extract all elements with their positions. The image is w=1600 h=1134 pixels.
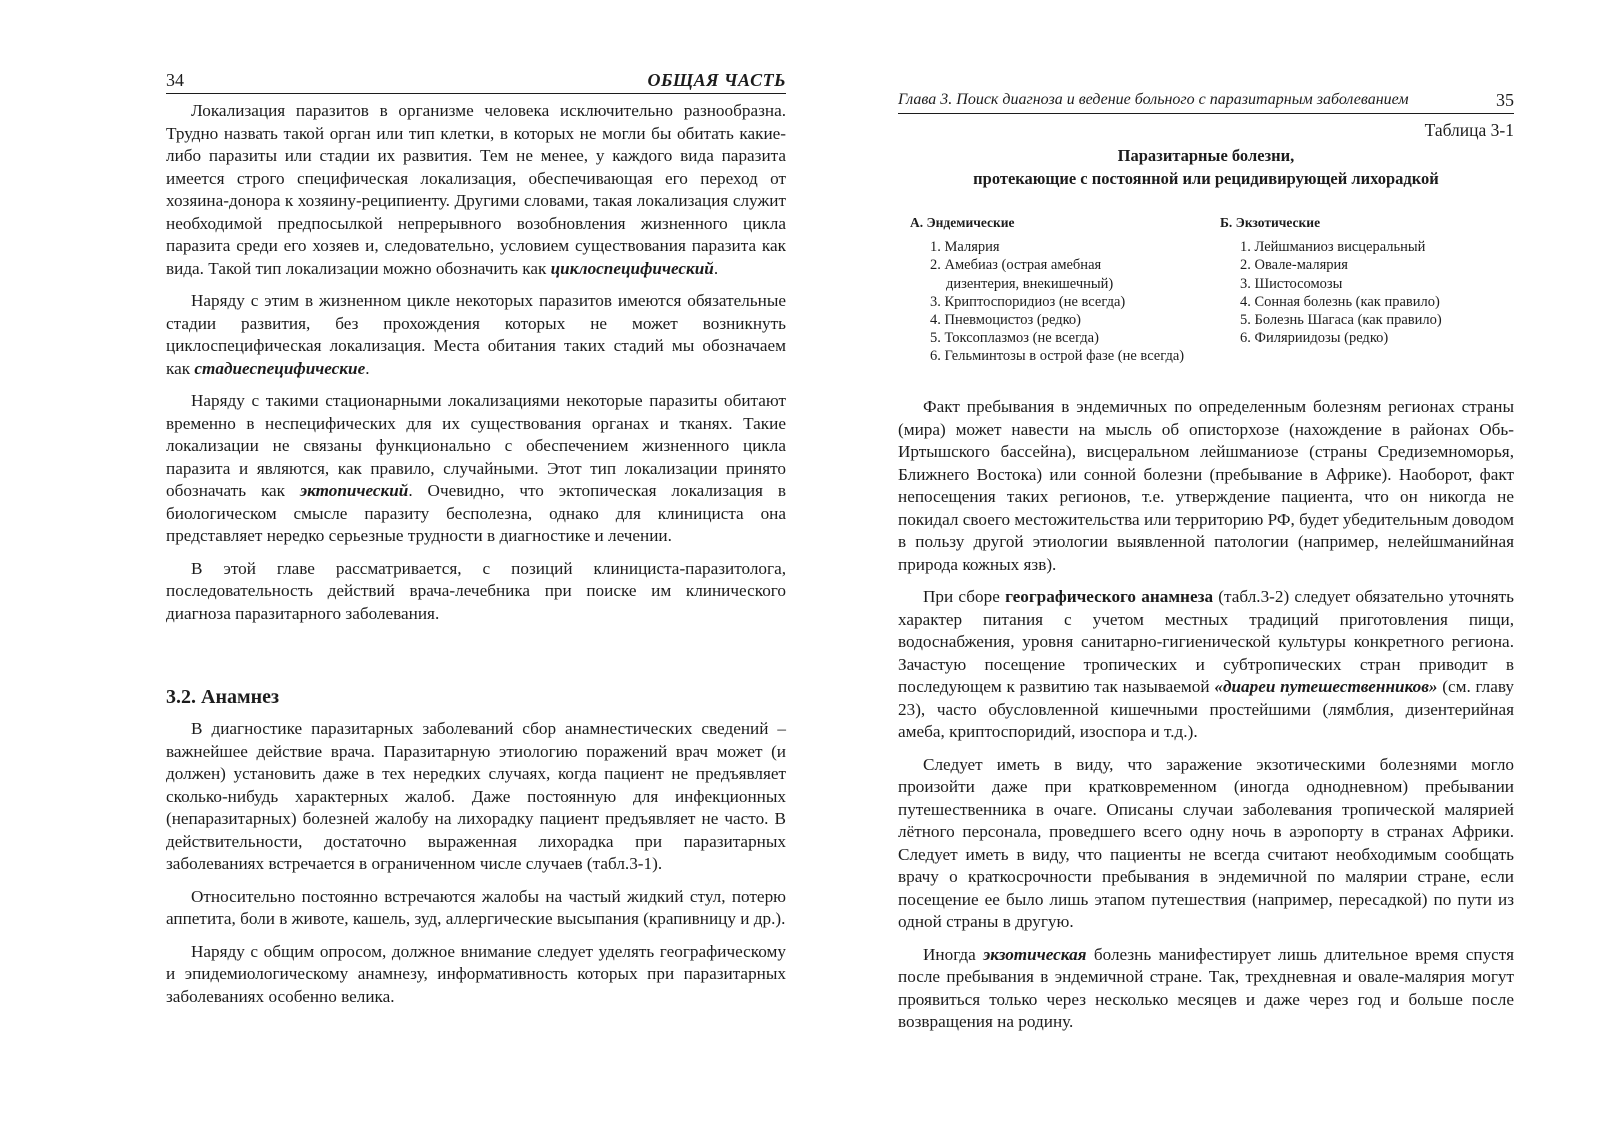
list-item-continuation: дизентерия, внекишечный) <box>946 275 1114 292</box>
list-item: 1. Малярия <box>930 239 1000 256</box>
right-page <box>898 0 1514 1134</box>
intro-text <box>166 100 786 635</box>
list-item: 6. Гельминтозы в острой фазе (не всегда) <box>930 348 1185 365</box>
running-title: ОБЩАЯ ЧАСТЬ <box>647 70 786 90</box>
section-text <box>166 718 786 1018</box>
paragraph: Наряду с такими стационарными локализациями некоторые паразиты обитают временно в неспецифических для их существования органах и тканях. Такие локализации не связаны функционально с обеспечением жизненного цикла паразита и являются, как правило, случайными. Этот тип локализации принято обозначать как эктопический. Очевидно, что эктопическая локализация в биологическом смысле паразиту бесполезна, однако для клинициста она представляет нередко серьезные трудности в диагностике и лечении. <box>166 391 787 545</box>
list-item: 5. Болезнь Шагаса (как правило) <box>1240 312 1442 329</box>
list-item: 2. Овале-малярия <box>1240 257 1348 274</box>
running-header <box>898 88 1514 112</box>
list-item: 2. Амебиаз (острая амебная <box>930 257 1102 274</box>
disease-list <box>910 238 1220 365</box>
body-text <box>898 396 1514 1044</box>
paragraph: Факт пребывания в эндемичных по определенным болезням регионах страны (мира) может навести на мысль об описторхозе (нахождение в районах Обь-Иртышского бассейна), висцеральном лейшманиозе (страны Средиземноморья, Ближнего Востока) или сонной болезни (пребывание в Африке). Наоборот, факт непосещения таких регионов, т.е. утверждение пациента, что он никогда не покидал своего местожительства или территорию РФ, будет убедительным доводом в пользу другой этиологии выявленной патологии (например, нелейшманийная природа кожных язв). <box>898 397 1514 574</box>
table-title-line: протекающие с постоянной или рецидивирующей лихорадкой <box>973 169 1439 188</box>
list-item: 1. Лейшманиоз висцеральный <box>1240 239 1426 256</box>
list-item: 4. Сонная болезнь (как правило) <box>1240 293 1440 310</box>
paragraph: Относительно постоянно встречаются жалобы на частый жидкий стул, потерю аппетита, боли в животе, кашель, зуд, аллергические высыпания (крапивницу и др.). <box>166 886 786 928</box>
list-item: 3. Шистосомозы <box>1240 275 1343 292</box>
list-item: 5. Токсоплазмоз (не всегда) <box>930 330 1099 347</box>
page-number: 34 <box>166 70 184 90</box>
column-header: А. Эндемические <box>910 215 1015 230</box>
list-item: 6. Филяриидозы (редко) <box>1240 330 1389 347</box>
key-term: «диареи путешественников» <box>1214 677 1438 696</box>
key-term: стадиеспецифические <box>194 358 366 378</box>
disease-list <box>1220 238 1510 347</box>
header-rule <box>898 113 1514 114</box>
running-title: Глава 3. Поиск диагноза и ведение больного с паразитарным заболеванием <box>898 91 1409 108</box>
key-term: циклоспецифический <box>550 258 714 278</box>
paragraph: Наряду с этим в жизненном цикле некоторых паразитов имеются обязательные стадии развития, без прохождения которых не может возникнуть циклоспецифическая локализация. Места обитания таких стадий мы обозначаем как стадиеспецифические. <box>166 291 786 378</box>
running-header <box>166 68 786 92</box>
table-caption: Таблица 3-1 <box>1424 120 1514 140</box>
section-heading: 3.2. Анамнез <box>166 686 280 708</box>
key-term: экзотическая <box>983 944 1087 964</box>
list-item: 4. Пневмоцистоз (редко) <box>930 312 1081 329</box>
paragraph: В диагностике паразитарных заболеваний сбор анамнестических сведений – важнейшее действие врача. Паразитарную этиологию поражений врач может (и должен) установить даже в тех нередких случаях, когда пациент не предъявляет сколько-нибудь характерных жалоб. Даже постоянную для инфекционных (непаразитарных) болезней жалобу на лихорадку пациент предъявляет не часто. В действительности, достаточно выраженная лихорадка при паразитарных заболеваниях встречается в ограниченном числе случаев (табл.3-1). <box>166 719 786 873</box>
table-title-line: Паразитарные болезни, <box>1117 146 1295 165</box>
paragraph: При сборе географического анамнеза (табл.3-2) следует обязательно уточнять характер питания с учетом местных традиций приготовления пищи, водоснабжения, уровня санитарно-гигиенической культуры конкретного региона. Зачастую посещение тропических и субтропических стран приводит в последующем к развитию так называемой «диареи путешественников» (см. главу 23), часто обусловленной кишечными простейшими (лямблия, дизентерийная амеба, криптоспоридий, изоспора и т.д.). <box>898 587 1514 741</box>
table-title <box>898 144 1514 190</box>
table-column-endemic <box>910 214 1220 366</box>
paragraph: Следует иметь в виду, что заражение экзотическими болезнями могло произойти даже при кратковременном (иногда однодневном) пребывании путешественника в очаге. Описаны случаи заболевания тропической малярией лётного персонала, проведшего всего одну ночь в аэропорту в странах Африки. Следует иметь в виду, что пациенты не всегда считают необходимым сообщать врачу о краткосрочности пребывания в эндемичной по малярии стране, если посещение ее было лишь этапом путешествия (например, пересадкой) по пути из одной страны в другую. <box>898 754 1514 931</box>
column-header: Б. Экзотические <box>1220 215 1321 230</box>
left-page <box>166 0 786 1134</box>
paragraph: Наряду с общим опросом, должное внимание следует уделять географическому и эпидемиологическому анамнезу, информативность которых при паразитарных заболеваниях особенно велика. <box>166 941 786 1006</box>
key-term: географического анамнеза <box>1005 587 1214 606</box>
key-term: эктопический <box>299 481 409 500</box>
table-column-exotic <box>1220 214 1510 347</box>
header-rule <box>166 93 786 94</box>
paragraph: В этой главе рассматривается, с позиций клинициста-паразитолога, последовательность действий врача-лечебника при поиске им клинического диагноза паразитарного заболевания. <box>166 558 786 623</box>
paragraph: Иногда экзотическая болезнь манифестирует лишь длительное время спустя после пребывания в эндемичной стране. Так, трехдневная и овале-малярия могут проявиться только через несколько месяцев и даже через год и больше после возвращения на родину. <box>898 944 1514 1031</box>
list-item: 3. Криптоспоридиоз (не всегда) <box>930 293 1126 310</box>
paragraph: Локализация паразитов в организме человека исключительно разнообразна. Трудно назвать такой орган или тип клетки, в которых не могли бы обитать какие-либо паразиты или стадии их развития. Тем не менее, у каждого вида паразита имеется строго специфическая локализация, обеспечивающая его переход от хозяина-донора к хозяину-реципиенту. Другими словами, такая локализация служит необходимой предпосылкой непрерывного возобновления жизненного цикла паразита среди его хозяев и, следовательно, условием существования паразита как вида. Такой тип локализации можно обозначить как циклоспецифический. <box>166 101 786 278</box>
page-number: 35 <box>1496 90 1514 110</box>
